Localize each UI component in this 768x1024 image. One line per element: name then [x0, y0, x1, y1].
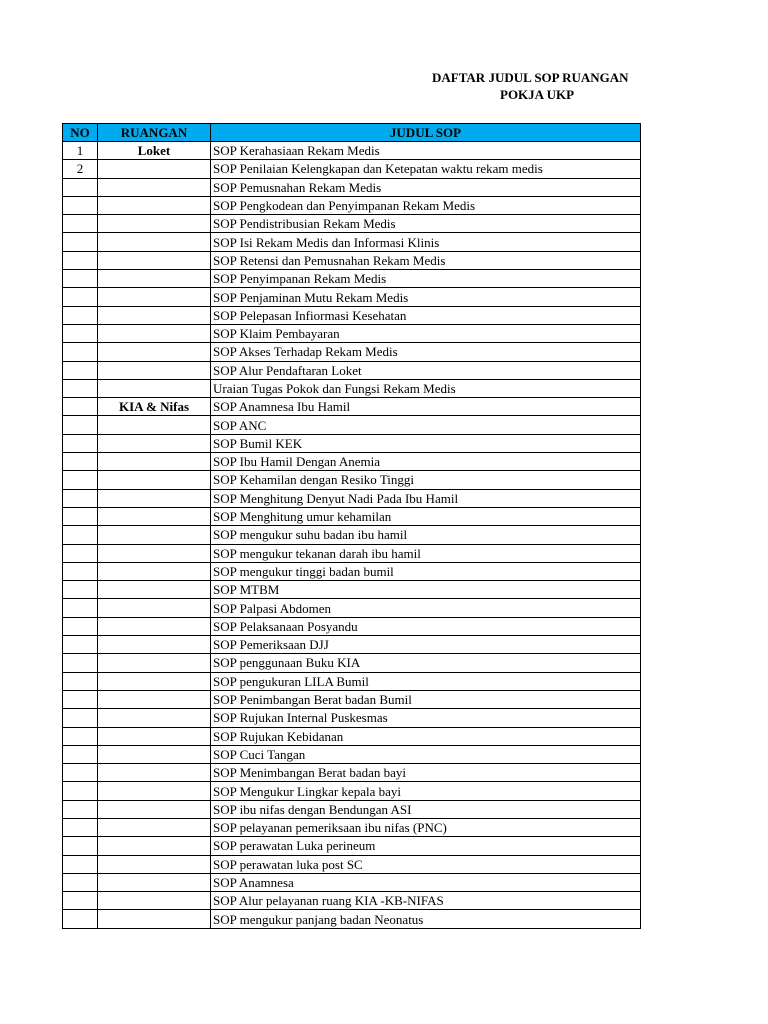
- row-ruangan-cell: [98, 196, 211, 214]
- row-judul-cell: SOP Penilaian Kelengkapan dan Ketepatan waktu rekam medis: [211, 160, 641, 178]
- row-no-cell: [63, 599, 98, 617]
- row-judul-cell: SOP MTBM: [211, 581, 641, 599]
- row-ruangan-cell: [98, 379, 211, 397]
- table-row: [63, 782, 641, 800]
- row-ruangan-cell: Loket: [98, 142, 211, 160]
- table-row: [63, 873, 641, 891]
- row-judul-cell: SOP mengukur panjang badan Neonatus: [211, 910, 641, 928]
- row-ruangan-cell: [98, 910, 211, 928]
- row-judul-cell: SOP mengukur suhu badan ibu hamil: [211, 526, 641, 544]
- table-row: [63, 599, 641, 617]
- row-judul-cell: SOP ANC: [211, 416, 641, 434]
- table-row: [63, 910, 641, 928]
- table-row: [63, 251, 641, 269]
- row-judul-cell: SOP ibu nifas dengan Bendungan ASI: [211, 800, 641, 818]
- row-ruangan-cell: [98, 727, 211, 745]
- row-judul-cell: SOP pelayanan pemeriksaan ibu nifas (PNC): [211, 818, 641, 836]
- table-row: [63, 288, 641, 306]
- row-judul-cell: SOP Ibu Hamil Dengan Anemia: [211, 453, 641, 471]
- table-row: [63, 800, 641, 818]
- table-row: [63, 453, 641, 471]
- table-row: [63, 745, 641, 763]
- table-row: [63, 215, 641, 233]
- row-judul-cell: SOP Bumil KEK: [211, 434, 641, 452]
- table-row: [63, 178, 641, 196]
- row-ruangan-cell: [98, 581, 211, 599]
- row-no-cell: [63, 873, 98, 891]
- row-no-cell: [63, 471, 98, 489]
- row-ruangan-cell: [98, 636, 211, 654]
- row-judul-cell: SOP Klaim Pembayaran: [211, 324, 641, 342]
- row-no-cell: [63, 709, 98, 727]
- row-no-cell: [63, 270, 98, 288]
- header-ruangan: RUANGAN: [98, 124, 211, 142]
- row-ruangan-cell: [98, 709, 211, 727]
- table-row: [63, 233, 641, 251]
- row-ruangan-cell: [98, 617, 211, 635]
- row-ruangan-cell: [98, 690, 211, 708]
- sop-table: [62, 123, 641, 929]
- row-ruangan-cell: [98, 270, 211, 288]
- row-ruangan-cell: [98, 471, 211, 489]
- row-no-cell: [63, 288, 98, 306]
- table-row: [63, 160, 641, 178]
- table-row: [63, 398, 641, 416]
- row-no-cell: 1: [63, 142, 98, 160]
- row-judul-cell: SOP Kehamilan dengan Resiko Tinggi: [211, 471, 641, 489]
- row-judul-cell: SOP Alur pelayanan ruang KIA -KB-NIFAS: [211, 892, 641, 910]
- table-row: [63, 507, 641, 525]
- table-row: [63, 855, 641, 873]
- document-title: DAFTAR JUDUL SOP RUANGAN: [432, 70, 629, 85]
- table-row: [63, 654, 641, 672]
- row-no-cell: [63, 910, 98, 928]
- row-judul-cell: SOP Pelaksanaan Posyandu: [211, 617, 641, 635]
- row-no-cell: [63, 672, 98, 690]
- row-no-cell: 2: [63, 160, 98, 178]
- row-no-cell: [63, 306, 98, 324]
- row-ruangan-cell: [98, 672, 211, 690]
- table-row: [63, 471, 641, 489]
- row-ruangan-cell: [98, 837, 211, 855]
- row-no-cell: [63, 690, 98, 708]
- header-no: NO: [63, 124, 98, 142]
- row-no-cell: [63, 489, 98, 507]
- row-judul-cell: SOP mengukur tinggi badan bumil: [211, 562, 641, 580]
- table-row: [63, 142, 641, 160]
- row-judul-cell: SOP Rujukan Internal Puskesmas: [211, 709, 641, 727]
- table-row: [63, 416, 641, 434]
- row-ruangan-cell: [98, 416, 211, 434]
- row-no-cell: [63, 544, 98, 562]
- table-row: [63, 544, 641, 562]
- row-no-cell: [63, 654, 98, 672]
- row-judul-cell: SOP perawatan luka post SC: [211, 855, 641, 873]
- row-judul-cell: SOP Mengukur Lingkar kepala bayi: [211, 782, 641, 800]
- row-no-cell: [63, 507, 98, 525]
- row-no-cell: [63, 251, 98, 269]
- row-no-cell: [63, 764, 98, 782]
- row-ruangan-cell: [98, 489, 211, 507]
- row-no-cell: [63, 837, 98, 855]
- row-ruangan-cell: [98, 745, 211, 763]
- row-judul-cell: SOP Rujukan Kebidanan: [211, 727, 641, 745]
- table-row: [63, 306, 641, 324]
- row-judul-cell: SOP Akses Terhadap Rekam Medis: [211, 343, 641, 361]
- row-no-cell: [63, 379, 98, 397]
- row-no-cell: [63, 453, 98, 471]
- row-judul-cell: SOP Retensi dan Pemusnahan Rekam Medis: [211, 251, 641, 269]
- row-no-cell: [63, 617, 98, 635]
- row-judul-cell: SOP mengukur tekanan darah ibu hamil: [211, 544, 641, 562]
- row-ruangan-cell: [98, 251, 211, 269]
- row-no-cell: [63, 343, 98, 361]
- row-ruangan-cell: [98, 160, 211, 178]
- row-no-cell: [63, 196, 98, 214]
- row-judul-cell: SOP Anamnesa: [211, 873, 641, 891]
- row-no-cell: [63, 398, 98, 416]
- table-row: [63, 562, 641, 580]
- row-judul-cell: SOP Pemeriksaan DJJ: [211, 636, 641, 654]
- table-row: [63, 343, 641, 361]
- row-ruangan-cell: KIA & Nifas: [98, 398, 211, 416]
- table-row: [63, 196, 641, 214]
- row-judul-cell: SOP Penimbangan Berat badan Bumil: [211, 690, 641, 708]
- row-ruangan-cell: [98, 892, 211, 910]
- table-row: [63, 379, 641, 397]
- row-no-cell: [63, 636, 98, 654]
- row-ruangan-cell: [98, 361, 211, 379]
- row-ruangan-cell: [98, 178, 211, 196]
- table-header-row: [63, 124, 641, 142]
- table-row: [63, 764, 641, 782]
- row-no-cell: [63, 818, 98, 836]
- row-no-cell: [63, 215, 98, 233]
- row-ruangan-cell: [98, 562, 211, 580]
- table-row: [63, 489, 641, 507]
- row-ruangan-cell: [98, 507, 211, 525]
- row-ruangan-cell: [98, 544, 211, 562]
- row-judul-cell: SOP perawatan Luka perineum: [211, 837, 641, 855]
- row-no-cell: [63, 434, 98, 452]
- row-no-cell: [63, 233, 98, 251]
- row-judul-cell: SOP pengukuran LILA Bumil: [211, 672, 641, 690]
- row-ruangan-cell: [98, 288, 211, 306]
- document-subtitle: POKJA UKP: [500, 87, 575, 102]
- row-judul-cell: SOP Kerahasiaan Rekam Medis: [211, 142, 641, 160]
- row-judul-cell: SOP Cuci Tangan: [211, 745, 641, 763]
- row-ruangan-cell: [98, 306, 211, 324]
- table-body: [63, 142, 641, 929]
- row-judul-cell: SOP Alur Pendaftaran Loket: [211, 361, 641, 379]
- table-row: [63, 892, 641, 910]
- row-no-cell: [63, 416, 98, 434]
- row-judul-cell: Uraian Tugas Pokok dan Fungsi Rekam Medis: [211, 379, 641, 397]
- row-ruangan-cell: [98, 324, 211, 342]
- table-row: [63, 581, 641, 599]
- row-no-cell: [63, 324, 98, 342]
- row-ruangan-cell: [98, 599, 211, 617]
- table-row: [63, 434, 641, 452]
- row-no-cell: [63, 800, 98, 818]
- table-row: [63, 526, 641, 544]
- row-ruangan-cell: [98, 343, 211, 361]
- row-no-cell: [63, 855, 98, 873]
- table-row: [63, 727, 641, 745]
- row-no-cell: [63, 892, 98, 910]
- row-judul-cell: SOP Anamnesa Ibu Hamil: [211, 398, 641, 416]
- row-judul-cell: SOP Penyimpanan Rekam Medis: [211, 270, 641, 288]
- row-judul-cell: SOP penggunaan Buku KIA: [211, 654, 641, 672]
- row-ruangan-cell: [98, 782, 211, 800]
- row-ruangan-cell: [98, 855, 211, 873]
- table-row: [63, 361, 641, 379]
- table-row: [63, 837, 641, 855]
- row-no-cell: [63, 581, 98, 599]
- row-judul-cell: SOP Isi Rekam Medis dan Informasi Klinis: [211, 233, 641, 251]
- row-ruangan-cell: [98, 873, 211, 891]
- row-no-cell: [63, 361, 98, 379]
- row-ruangan-cell: [98, 526, 211, 544]
- row-no-cell: [63, 782, 98, 800]
- table-row: [63, 818, 641, 836]
- table-row: [63, 617, 641, 635]
- row-no-cell: [63, 526, 98, 544]
- table-row: [63, 709, 641, 727]
- table-row: [63, 672, 641, 690]
- row-no-cell: [63, 178, 98, 196]
- row-judul-cell: SOP Palpasi Abdomen: [211, 599, 641, 617]
- table-row: [63, 690, 641, 708]
- row-no-cell: [63, 745, 98, 763]
- row-no-cell: [63, 727, 98, 745]
- header-judul-sop: JUDUL SOP: [211, 124, 641, 142]
- row-ruangan-cell: [98, 434, 211, 452]
- row-ruangan-cell: [98, 764, 211, 782]
- table-row: [63, 324, 641, 342]
- row-judul-cell: SOP Menimbangan Berat badan bayi: [211, 764, 641, 782]
- row-judul-cell: SOP Pemusnahan Rekam Medis: [211, 178, 641, 196]
- row-ruangan-cell: [98, 818, 211, 836]
- row-ruangan-cell: [98, 215, 211, 233]
- row-judul-cell: SOP Penjaminan Mutu Rekam Medis: [211, 288, 641, 306]
- row-ruangan-cell: [98, 453, 211, 471]
- row-no-cell: [63, 562, 98, 580]
- row-judul-cell: SOP Pengkodean dan Penyimpanan Rekam Medis: [211, 196, 641, 214]
- row-ruangan-cell: [98, 233, 211, 251]
- table-row: [63, 270, 641, 288]
- row-judul-cell: SOP Pelepasan Infiormasi Kesehatan: [211, 306, 641, 324]
- table-row: [63, 636, 641, 654]
- row-ruangan-cell: [98, 800, 211, 818]
- row-judul-cell: SOP Pendistribusian Rekam Medis: [211, 215, 641, 233]
- row-judul-cell: SOP Menghitung Denyut Nadi Pada Ibu Hamil: [211, 489, 641, 507]
- row-judul-cell: SOP Menghitung umur kehamilan: [211, 507, 641, 525]
- row-ruangan-cell: [98, 654, 211, 672]
